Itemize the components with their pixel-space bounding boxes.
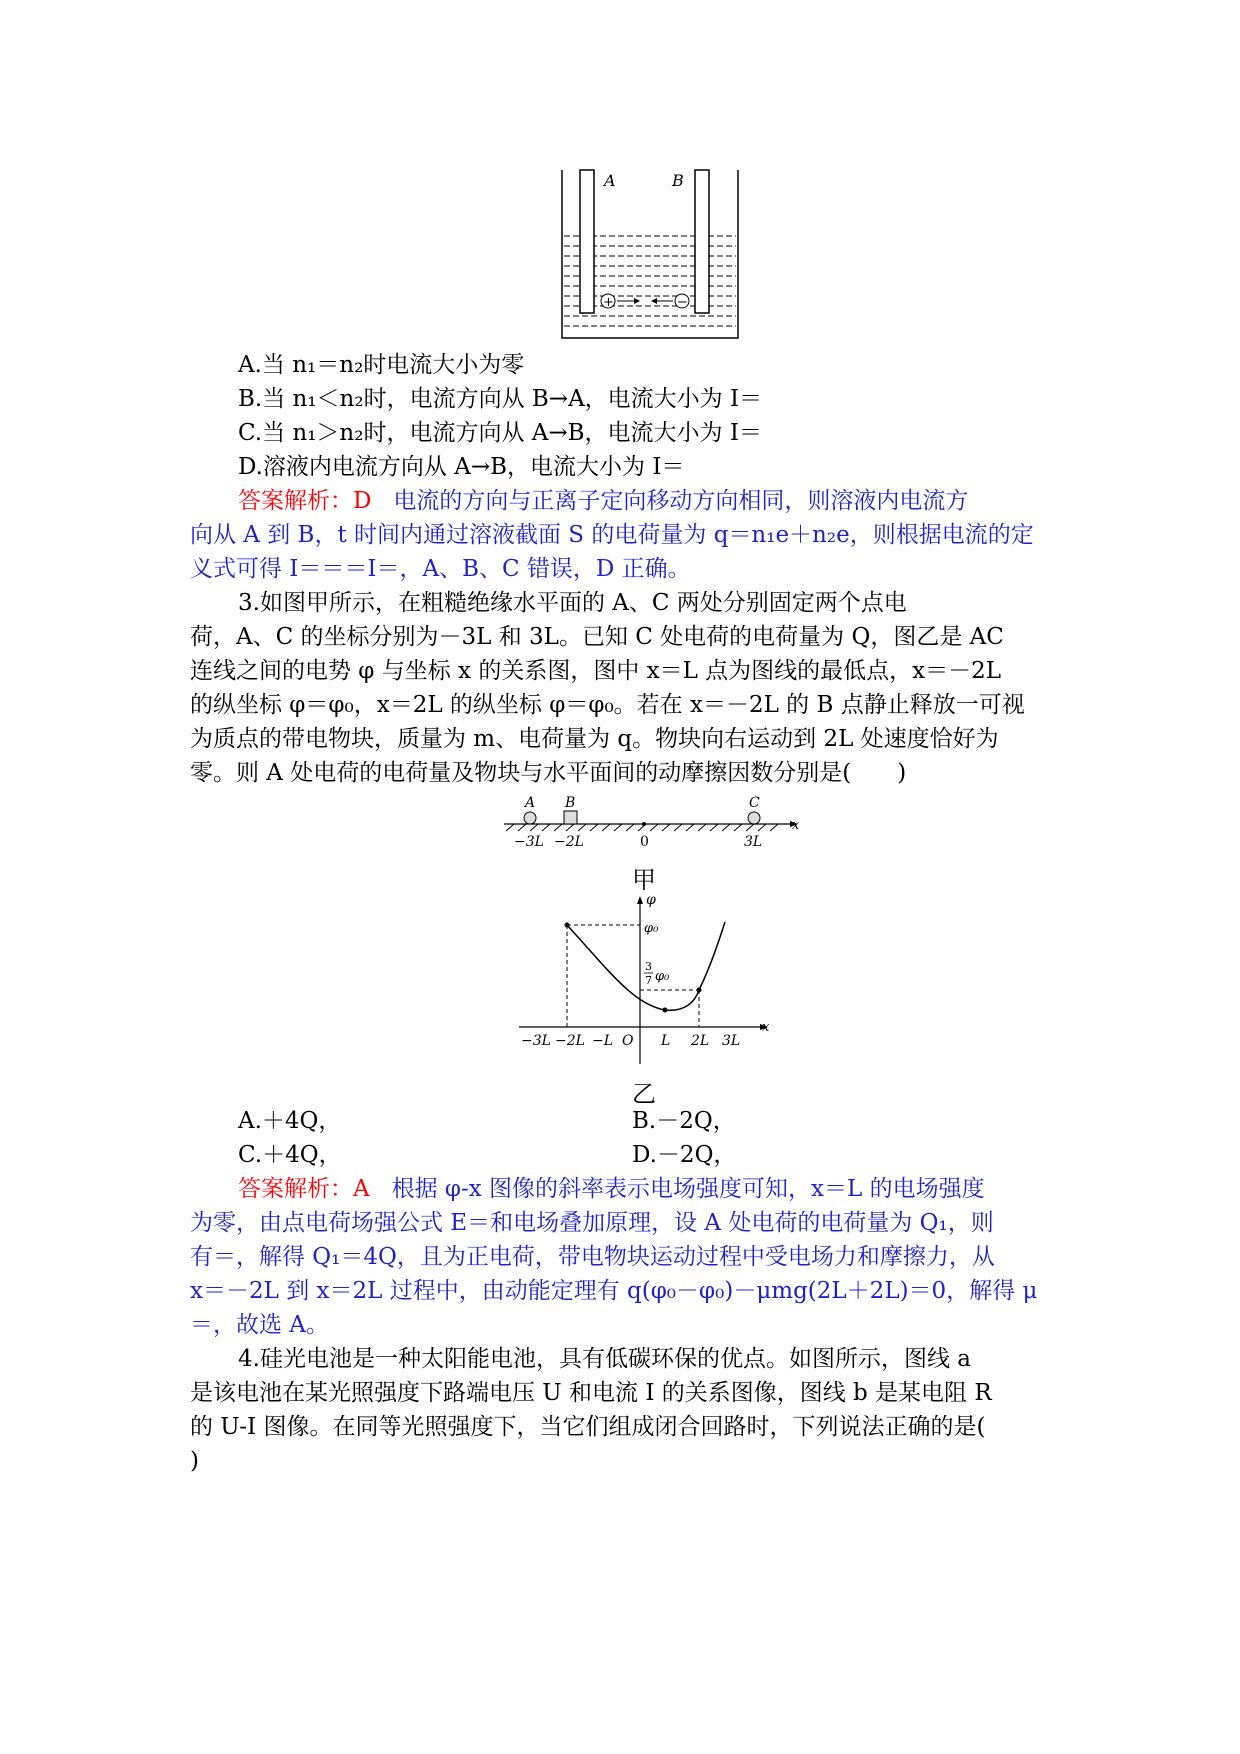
tick-negl-yi: −L: [592, 1033, 614, 1049]
q2-option-a: A.当 n₁＝n₂时电流大小为零: [238, 352, 525, 378]
frac-phi0: φ₀: [655, 969, 670, 984]
q2-option-c: C.当 n₁＞n₂时，电流方向从 A→B，电流大小为 I＝: [238, 420, 762, 446]
q4-stem-line-2: 是该电池在某光照强度下路端电压 U 和电流 I 的关系图像，图线 b 是某电阻 R: [190, 1380, 992, 1406]
tick-2l-yi: 2L: [691, 1033, 710, 1049]
frac-denominator: 7: [645, 974, 652, 987]
q2-option-d: D.溶液内电流方向从 A→B，电流大小为 I＝: [238, 454, 685, 480]
q3-option-a: A.＋4Q，: [238, 1108, 342, 1134]
tick-zero: 0: [640, 834, 649, 850]
q3-stem-line-5: 为质点的带电物块，质量为 m、电荷量为 q。物块向右运动到 2L 处速度恰好为: [190, 726, 999, 752]
tick-neg3l: −3L: [514, 834, 544, 850]
tick-3l: 3L: [744, 834, 763, 850]
q3-stem-line-1: 3.如图甲所示，在粗糙绝缘水平面的 A、C 两处分别固定两个点电: [238, 590, 907, 616]
q3-answer-line-4: x＝－2L 到 x＝2L 过程中，由动能定理有 q(φ₀－φ₀)－μmg(2L＋2L)＝0，解得 μ: [190, 1278, 1038, 1304]
block-b-label: B: [565, 795, 576, 811]
q2-answer-label: 答案解析：D: [238, 488, 372, 514]
q3-option-d: D.－2Q，: [632, 1142, 737, 1168]
q3-answer-line-2: 为零，由点电荷场强公式 E＝和电场叠加原理，设 A 处电荷的电荷量为 Q₁，则: [190, 1210, 994, 1236]
q4-stem-line-1: 4.硅光电池是一种太阳能电池，具有低碳环保的优点。如图所示，图线 a: [238, 1346, 971, 1372]
phi0-label: φ₀: [644, 921, 659, 936]
electrolysis-figure: [560, 168, 740, 340]
x-axis-label: x: [792, 818, 800, 833]
q3-option-b: B.－2Q，: [632, 1108, 736, 1134]
figure-jia-caption: 甲: [632, 866, 656, 894]
electrode-a-label: A: [604, 171, 616, 190]
q2-answer-line-1: 答案解析：D 电流的方向与正离子定向移动方向相同，则溶液内电流方: [238, 488, 969, 514]
positive-ion: +: [603, 295, 614, 310]
x-axis-label-yi: x: [762, 1020, 770, 1035]
electrode-b-label: B: [672, 171, 684, 190]
q3-answer-line-3: 有＝，解得 Q₁＝4Q，且为正电荷，带电物块运动过程中受电场力和摩擦力，从: [190, 1244, 995, 1270]
q3-stem-line-2: 荷，A、C 的坐标分别为－3L 和 3L。已知 C 处电荷的电荷量为 Q，图乙是 AC: [190, 624, 1004, 650]
q3-option-c: C.＋4Q，: [238, 1142, 342, 1168]
q4-stem-line-4: ): [190, 1448, 199, 1474]
q3-stem-line-6: 零。则 A 处电荷的电荷量及物块与水平面间的动摩擦因数分别是( ): [190, 760, 907, 786]
figure-yi-caption: 乙: [632, 1080, 656, 1108]
tick-l-yi: L: [661, 1033, 671, 1049]
phi-axis-label: φ: [646, 892, 656, 908]
q3-stem-line-3: 连线之间的电势 φ 与坐标 x 的关系图，图中 x＝L 点为图线的最低点，x＝－2L: [190, 658, 1002, 684]
figure-jia: [500, 795, 800, 855]
q2-option-b: B.当 n₁＜n₂时，电流方向从 B→A，电流大小为 I＝: [238, 386, 763, 412]
charge-c-label: C: [749, 795, 760, 811]
q3-stem-line-4: 的纵坐标 φ＝φ₀，x＝2L 的纵坐标 φ＝φ₀。若在 x＝－2L 的 B 点静止释放一可视: [190, 692, 1025, 718]
q3-answer-label: 答案解析：A: [238, 1176, 370, 1202]
q3-answer-line-1: 答案解析：A 根据 φ-x 图像的斜率表示电场强度可知，x＝L 的电场强度: [238, 1176, 985, 1202]
negative-ion: −: [677, 295, 688, 310]
q3-answer-line-5: ＝，故选 A。: [190, 1312, 329, 1338]
tick-origin-yi: O: [622, 1033, 634, 1049]
frac-numerator: 3: [645, 960, 652, 973]
q2-answer-line-3: 义式可得 I＝＝＝I＝，A、B、C 错误，D 正确。: [190, 556, 691, 582]
tick-3l-yi: 3L: [722, 1033, 741, 1049]
q4-stem-line-3: 的 U-I 图像。在同等光照强度下，当它们组成闭合回路时，下列说法正确的是(: [190, 1414, 986, 1440]
tick-neg3l-yi: −3L: [521, 1033, 551, 1049]
figure-yi: [515, 892, 775, 1067]
q2-answer-line-2: 向从 A 到 B，t 时间内通过溶液截面 S 的电荷量为 q＝n₁e＋n₂e，则根据电流的定: [190, 522, 1034, 548]
tick-neg2l: −2L: [554, 834, 584, 850]
charge-a-label: A: [525, 795, 536, 811]
tick-neg2l-yi: −2L: [555, 1033, 585, 1049]
